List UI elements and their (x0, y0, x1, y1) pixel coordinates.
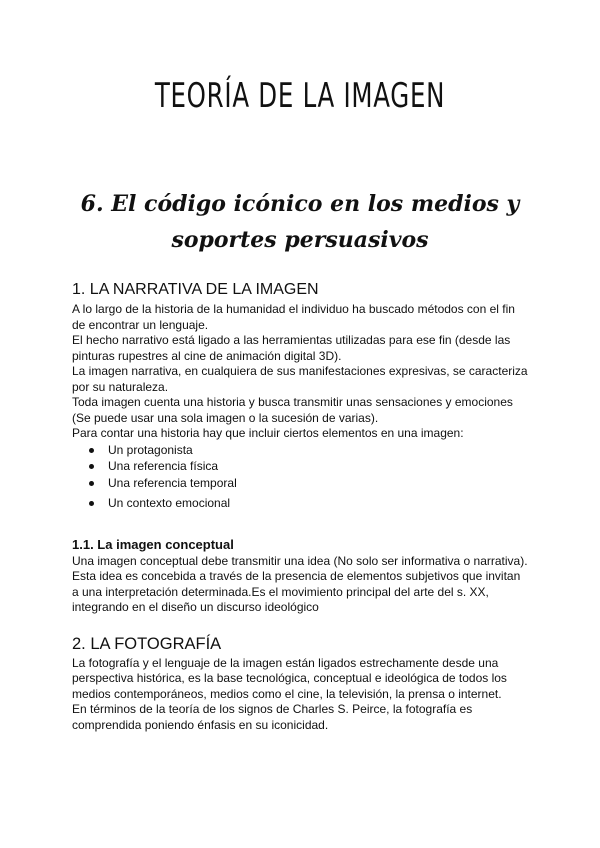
chapter-title: 6. El código icónico en los medios y soportes persuasivos (80, 191, 520, 253)
paragraph: Una imagen conceptual debe transmitir una idea (No solo ser informativa o narrativa). Esta idea es concebida a través de la presencia de elementos subjetivos que invitan a una interpretación determinada.Es el movimiento principal del arte del s. XX, integrando en el diseño un discurso ideológico (72, 553, 528, 614)
document-title: TEORÍA DE LA IMAGEN (154, 76, 446, 116)
section-heading-fotografia: 2. LA FOTOGRAFÍA (72, 634, 222, 653)
document-body (72, 280, 530, 733)
list-item-text: Un contexto emocional (108, 496, 231, 510)
list-item (108, 495, 530, 512)
section-fotografia (72, 634, 530, 734)
paragraph: En términos de la teoría de los signos de Charles S. Peirce, la fotografía es comprendida poniendo énfasis en su iconicidad. (72, 702, 473, 732)
paragraph: El hecho narrativo está ligado a las herramientas utilizadas para ese fin (desde las pinturas rupestres al cine de animación digital 3D). (72, 333, 511, 363)
paragraph: La imagen narrativa, en cualquiera de sus manifestaciones expresivas, se caracteriza por su naturaleza. (72, 364, 528, 394)
paragraph: Para contar una historia hay que incluir ciertos elementos en una imagen: (72, 426, 464, 440)
bullet-icon (89, 464, 94, 469)
section-narrativa (72, 280, 530, 616)
paragraph: Toda imagen cuenta una historia y busca transmitir unas sensaciones y emociones (Se puede usar una sola imagen o la sucesión de varias). (72, 395, 513, 425)
list-item-text: Una referencia física (108, 459, 219, 473)
bullet-icon (89, 448, 94, 453)
subsection-heading-imagen-conceptual: 1.1. La imagen conceptual (72, 536, 234, 552)
list-item-text: Un protagonista (108, 442, 193, 457)
bullet-icon (89, 501, 94, 506)
list-item (108, 475, 530, 492)
bullet-icon (89, 481, 94, 486)
list-item (108, 442, 530, 459)
paragraph: A lo largo de la historia de la humanidad el individuo ha buscado métodos con el fin de encontrar un lenguaje. (72, 302, 515, 332)
paragraph: La fotografía y el lenguaje de la imagen están ligados estrechamente desde una perspectiva histórica, es la base tecnológica, conceptual e ideológica de todos los medios contemporáneos, medios como el cine, la televisión, la prensa o internet. (72, 655, 507, 701)
list-item (108, 458, 530, 475)
section-heading-narrativa: 1. LA NARRATIVA DE LA IMAGEN (72, 281, 319, 298)
list-item-text: Una referencia temporal (108, 475, 237, 490)
elements-list (72, 442, 530, 512)
